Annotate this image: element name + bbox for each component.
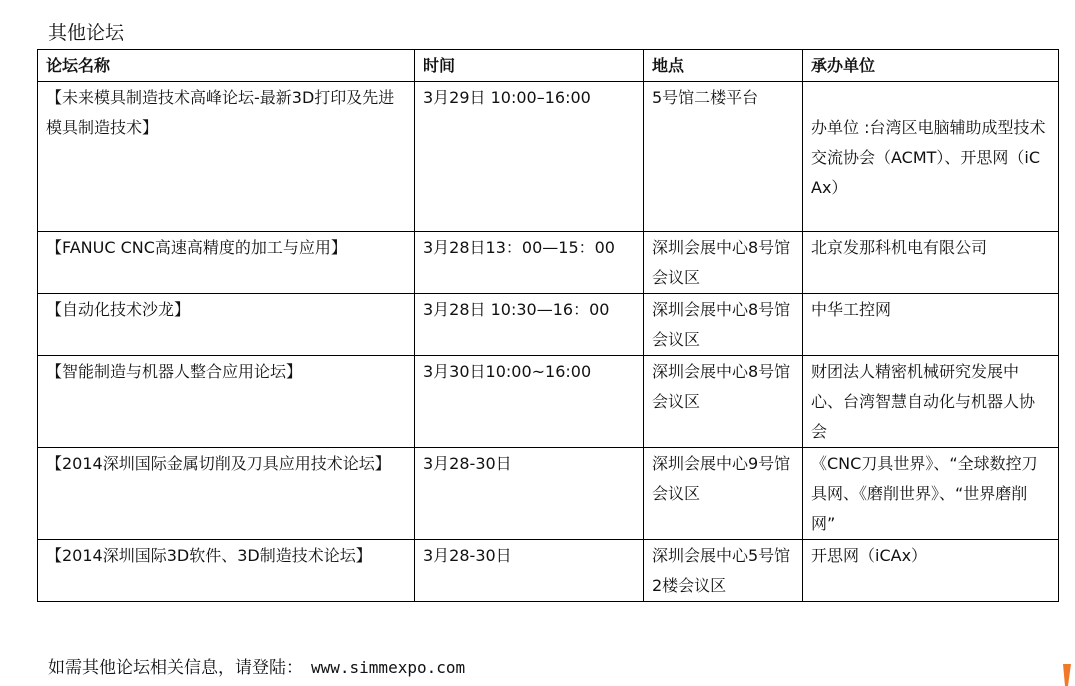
table-row xyxy=(38,294,1059,356)
forum-name-cell: 【智能制造与机器人整合应用论坛】 xyxy=(38,356,415,448)
column-header-organizer: 承办单位 xyxy=(803,50,1059,82)
forum-time-cell: 3月30日10:00~16:00 xyxy=(415,356,644,448)
forum-organizer-text: 办单位 :台湾区电脑辅助成型技术交流协会（ACMT）、开思网（iCAx） xyxy=(811,118,1046,197)
forum-location-cell: 深圳会展中心8号馆会议区 xyxy=(644,232,803,294)
footer-note xyxy=(48,655,465,681)
forum-time-cell: 3月28日 10:30—16：00 xyxy=(415,294,644,356)
forum-organizer-cell: 中华工控网 xyxy=(803,294,1059,356)
forum-location-cell: 深圳会展中心8号馆会议区 xyxy=(644,294,803,356)
forum-location-cell: 深圳会展中心5号馆2楼会议区 xyxy=(644,540,803,602)
footer-url-link[interactable]: www.simmexpo.com xyxy=(311,658,466,677)
forum-location-cell: 深圳会展中心8号馆会议区 xyxy=(644,356,803,448)
forum-time-cell: 3月28-30日 xyxy=(415,540,644,602)
table-row xyxy=(38,356,1059,448)
column-header-name: 论坛名称 xyxy=(38,50,415,82)
corner-brand-mark-icon xyxy=(1062,664,1072,686)
forum-organizer-cell: 开思网（iCAx） xyxy=(803,540,1059,602)
forum-organizer-cell: 《CNC刀具世界》、“全球数控刀具网、《磨削世界》、“世界磨削网” xyxy=(803,448,1059,540)
forum-time-cell: 3月29日 10:00–16:00 xyxy=(415,82,644,232)
table-row xyxy=(38,82,1059,232)
forum-name-cell: 【2014深圳国际金属切削及刀具应用技术论坛】 xyxy=(38,448,415,540)
page-heading: 其他论坛 xyxy=(48,22,125,44)
forum-organizer-cell xyxy=(803,82,1059,232)
column-header-time: 时间 xyxy=(415,50,644,82)
forum-organizer-cell: 北京发那科机电有限公司 xyxy=(803,232,1059,294)
table-row xyxy=(38,232,1059,294)
forum-location-cell: 5号馆二楼平台 xyxy=(644,82,803,232)
table-row xyxy=(38,448,1059,540)
forum-organizer-cell: 财团法人精密机械研究发展中心、台湾智慧自动化与机器人协会 xyxy=(803,356,1059,448)
table-header-row xyxy=(38,50,1059,82)
forum-table xyxy=(37,49,1059,602)
forum-name-cell: 【自动化技术沙龙】 xyxy=(38,294,415,356)
forum-time-cell: 3月28-30日 xyxy=(415,448,644,540)
footer-text: 如需其他论坛相关信息，请登陆： xyxy=(48,658,303,678)
forum-location-cell: 深圳会展中心9号馆会议区 xyxy=(644,448,803,540)
forum-name-cell: 【FANUC CNC高速高精度的加工与应用】 xyxy=(38,232,415,294)
table-row xyxy=(38,540,1059,602)
column-header-location: 地点 xyxy=(644,50,803,82)
forum-time-cell: 3月28日13：00—15：00 xyxy=(415,232,644,294)
forum-name-cell: 【未来模具制造技术高峰论坛-最新3D打印及先进模具制造技术】 xyxy=(38,82,415,232)
corner-mark-shape xyxy=(1063,664,1071,686)
forum-name-cell: 【2014深圳国际3D软件、3D制造技术论坛】 xyxy=(38,540,415,602)
